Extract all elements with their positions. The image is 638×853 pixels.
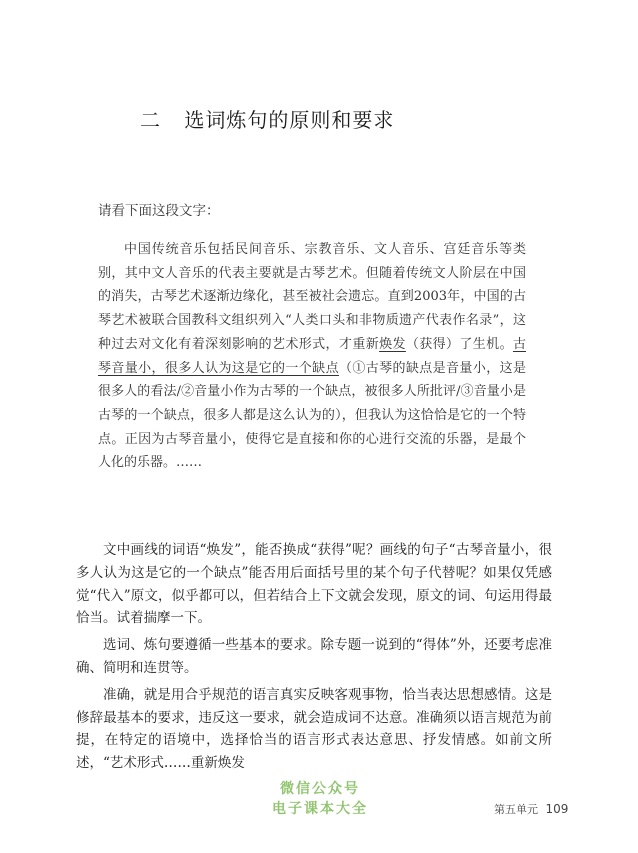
body-paragraph: 文中画线的词语“焕发”，能否换成“获得”呢？画线的句子“古琴音量小，很多人认为这是它的一个缺点”能否用后面括号里的某个句子代替呢？如果仅凭感觉“代入”原文，似乎都可以，但若结合上下文就会发现，原文的词、句运用得最恰当。试着揣摩一下。 <box>76 542 552 627</box>
quoted-passage <box>98 238 526 475</box>
quote-part-3: （①古琴的缺点是音量小，这是很多人的看法/②音量小作为古琴的一个缺点，被很多人所批评/③音量小是古琴的一个缺点，很多人都是这么认为的），但我认为这恰恰是它的一个特点。正因为古琴音量小，使得它是直接和你的心进行交流的乐器，是最个人化的乐器。…… <box>98 360 526 471</box>
body-paragraph: 选词、炼句要遵循一些基本的要求。除专题一说到的“得体”外，还要考虑准确、简明和连贯等。 <box>76 637 552 676</box>
section-heading <box>140 104 394 133</box>
body-text <box>76 539 552 779</box>
watermark <box>220 779 420 819</box>
section-number: 二 <box>140 108 161 132</box>
unit-label: 第五单元 <box>494 803 538 816</box>
watermark-line-2: 电子课本大全 <box>272 801 368 817</box>
quote-part-1: 中国传统音乐包括民间音乐、宗教音乐、文人音乐、宫廷音乐等类别，其中文人音乐的代表主要就是古琴艺术。但随着传统文人阶层在中国的消失，古琴艺术逐渐边缘化，甚至被社会遗忘。直到2003年，中国的古琴艺术被联合国教科文组织列入“人类口头和非物质遗产代表作名录”，这种过去对文化有着深刻影响的艺术形式，才重新 <box>98 242 526 352</box>
page-footer <box>494 801 568 817</box>
watermark-line-1: 微信公众号 <box>280 781 360 797</box>
intro-line: 请看下面这段文字： <box>98 203 220 219</box>
underlined-word: 焕发 <box>379 336 406 352</box>
body-paragraph: 准确，就是用合乎规范的语言真实反映客观事物，恰当表达思想感情。这是修辞最基本的要求，违反这一要求，就会造成词不达意。准确须以语言规范为前提，在特定的语境中，选择恰当的语言形式表达意思、抒发情感。如前文所述，“艺术形式……重新焕发 <box>76 686 552 772</box>
page-number: 109 <box>545 802 569 816</box>
underlined-sentence: 古琴音量小，很多人认为这是它的一个缺点 <box>98 336 526 376</box>
section-title-text: 选词炼句的原则和要求 <box>184 108 395 132</box>
quote-part-2: （获得）了生机。 <box>405 336 513 352</box>
